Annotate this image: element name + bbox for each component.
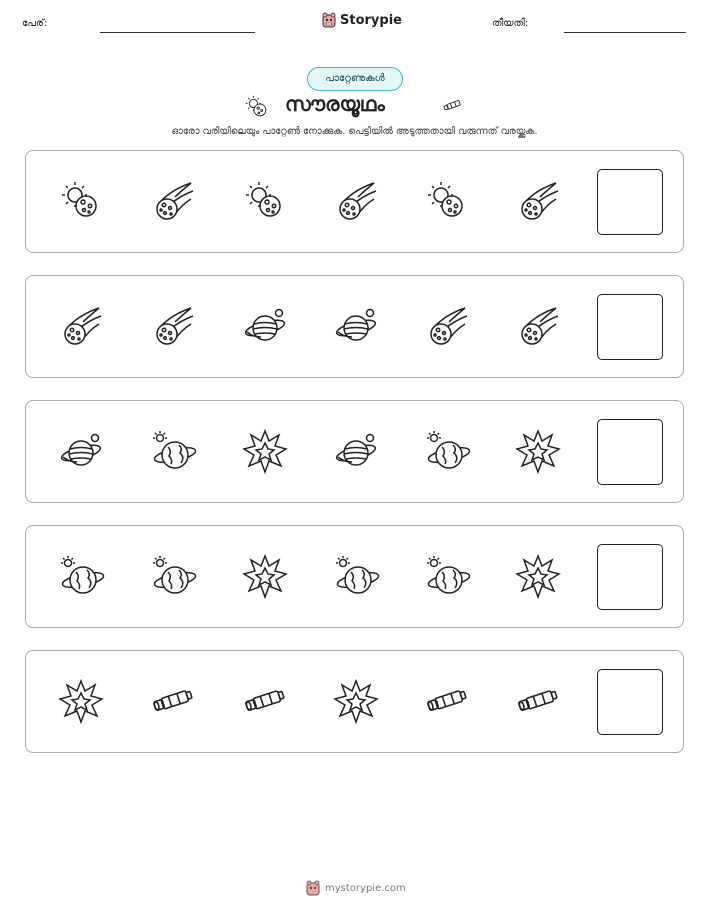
instructions: ഓരോ വരിയിലെയും പാറ്റേൺ നോക്കുക. പെട്ടിയിൽ അടുത്തതായി വരുന്നത് വരയ്ക്കുക. xyxy=(171,126,538,137)
sun-moon-icon xyxy=(59,179,103,223)
storypie-logo-icon xyxy=(306,880,320,896)
pattern-row xyxy=(25,150,684,253)
sun-moon-icon xyxy=(242,94,272,120)
date-label: തീയതി: xyxy=(492,18,529,29)
telescope-icon xyxy=(243,679,287,723)
telescope-icon xyxy=(151,679,195,723)
comet-icon xyxy=(516,179,560,223)
date-line[interactable] xyxy=(564,32,686,33)
answer-box[interactable] xyxy=(597,419,663,485)
comet-icon xyxy=(334,179,378,223)
comet-icon xyxy=(151,179,195,223)
brand-logo xyxy=(322,12,402,28)
earth-icon xyxy=(59,554,103,598)
telescope-icon xyxy=(425,679,469,723)
pattern-row xyxy=(25,275,684,378)
comet-icon xyxy=(151,304,195,348)
category-pill: പാറ്റേണുകൾ xyxy=(307,67,403,91)
pattern-row xyxy=(25,650,684,753)
name-label: പേര്: xyxy=(22,18,48,29)
brand-name: Storypie xyxy=(340,12,402,28)
telescope-icon xyxy=(516,679,560,723)
star-icon xyxy=(516,429,560,473)
planet-icon xyxy=(334,304,378,348)
answer-box[interactable] xyxy=(597,669,663,735)
footer-site: mystorypie.com xyxy=(325,882,406,894)
page-title: സൗരയൂഥം xyxy=(285,92,385,116)
comet-icon xyxy=(59,304,103,348)
answer-box[interactable] xyxy=(597,544,663,610)
star-icon xyxy=(516,554,560,598)
comet-icon xyxy=(516,304,560,348)
earth-icon xyxy=(334,554,378,598)
pattern-row xyxy=(25,400,684,503)
star-icon xyxy=(243,554,287,598)
answer-box[interactable] xyxy=(597,169,663,235)
earth-icon xyxy=(425,554,469,598)
earth-icon xyxy=(425,429,469,473)
star-icon xyxy=(59,679,103,723)
name-line[interactable] xyxy=(100,32,255,33)
earth-icon xyxy=(151,554,195,598)
sun-moon-icon xyxy=(243,179,287,223)
answer-box[interactable] xyxy=(597,294,663,360)
planet-icon xyxy=(243,304,287,348)
earth-icon xyxy=(151,429,195,473)
storypie-logo-icon xyxy=(322,12,336,28)
sun-moon-icon xyxy=(425,179,469,223)
footer xyxy=(306,880,406,896)
star-icon xyxy=(334,679,378,723)
pattern-row xyxy=(25,525,684,628)
planet-icon xyxy=(334,429,378,473)
planet-icon xyxy=(59,429,103,473)
telescope-icon xyxy=(438,94,468,116)
comet-icon xyxy=(425,304,469,348)
star-icon xyxy=(243,429,287,473)
